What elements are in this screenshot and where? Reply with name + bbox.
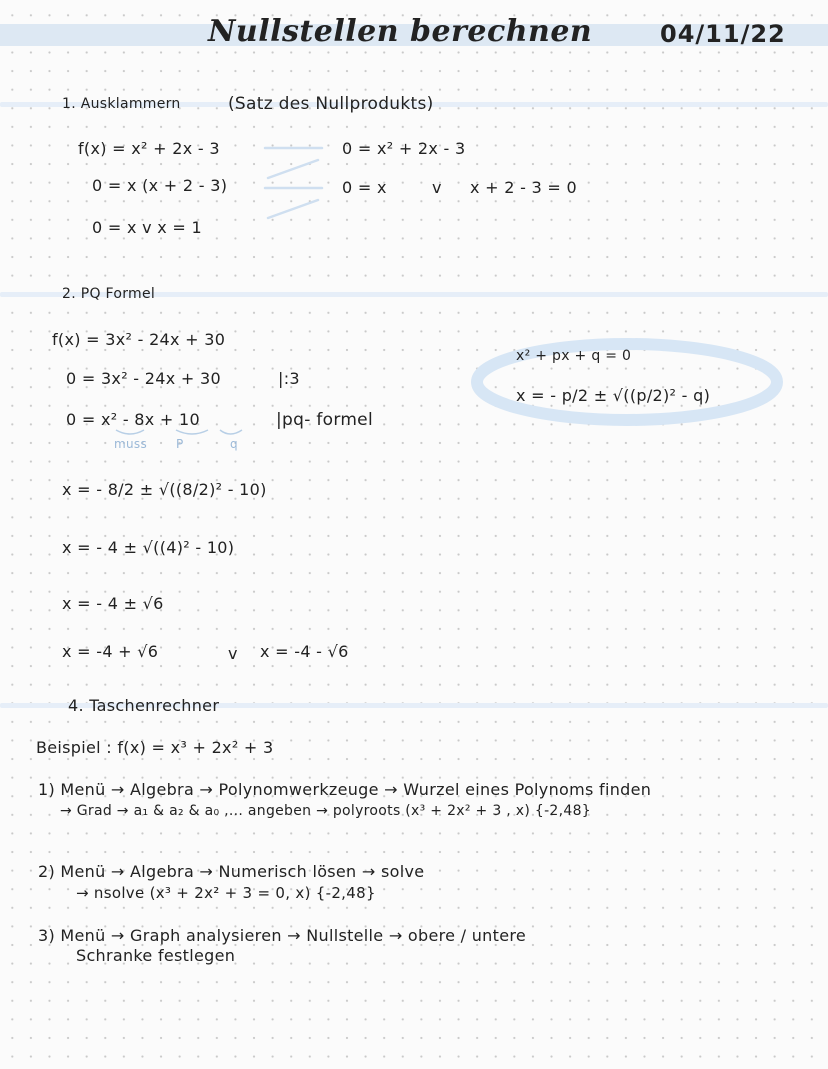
s4-menu1-line2: → Grad → a₁ & a₂ & a₀ ,... angeben → polyroots (x³ + 2x² + 3 , x) {-2,48} — [60, 803, 592, 819]
s2-l3: 0 = x² - 8x + 10 — [66, 410, 200, 429]
s4-menu3-line1: 3) Menü → Graph analysieren → Nullstelle → obere / untere — [38, 926, 527, 945]
page-date: 04/11/22 — [660, 20, 786, 48]
s1-line2-right-b: x + 2 - 3 = 0 — [470, 178, 578, 197]
s4-example: Beispiel : f(x) = x³ + 2x² + 3 — [36, 738, 274, 757]
s2-l7-b: x = -4 - √6 — [260, 642, 349, 661]
s1-line2-left: 0 = x (x + 2 - 3) — [92, 176, 228, 195]
s4-menu1-line1: 1) Menü → Algebra → Polynomwerkzeuge → Wurzel eines Polynoms finden — [38, 780, 652, 799]
s2-l5: x = - 4 ± √((4)² - 10) — [62, 538, 235, 557]
s4-menu2-line1: 2) Menü → Algebra → Numerisch lösen → solve — [38, 862, 425, 881]
s1-line1-right: 0 = x² + 2x - 3 — [342, 139, 466, 158]
section1-heading-note: (Satz des Nullprodukts) — [228, 94, 434, 114]
s1-line2-or: v — [432, 178, 442, 197]
label-p: P — [176, 437, 184, 451]
section1-heading: 1. Ausklammern — [62, 96, 181, 112]
s1-line2-right-a: 0 = x — [342, 178, 387, 197]
s2-l1: f(x) = 3x² - 24x + 30 — [52, 330, 226, 349]
s1-line3: 0 = x v x = 1 — [92, 218, 202, 237]
s4-menu3-line2: Schranke festlegen — [76, 946, 236, 965]
label-muss: muss — [114, 437, 147, 451]
section2-heading: 2. PQ Formel — [62, 286, 156, 302]
pq-box-line2: x = - p/2 ± √((p/2)² - q) — [516, 386, 711, 405]
page-title: Nullstellen berechnen — [208, 14, 593, 49]
s2-l3-note: |pq- formel — [276, 410, 373, 430]
s2-l2-note: |:3 — [278, 369, 300, 388]
s2-l6: x = - 4 ± √6 — [62, 594, 164, 613]
s1-line1-left: f(x) = x² + 2x - 3 — [78, 139, 220, 158]
label-q: q — [230, 437, 238, 451]
s2-l2: 0 = 3x² - 24x + 30 — [66, 369, 221, 388]
s2-l7-a: x = -4 + √6 — [62, 642, 159, 661]
s2-l7-or: v — [228, 644, 238, 663]
s1-connector-lines — [260, 140, 330, 225]
section4-heading: 4. Taschenrechner — [68, 696, 220, 715]
pq-box-line1: x² + px + q = 0 — [516, 348, 632, 364]
s4-menu2-line2: → nsolve (x³ + 2x² + 3 = 0, x) {-2,48} — [76, 884, 376, 902]
s2-l4: x = - 8/2 ± √((8/2)² - 10) — [62, 480, 267, 499]
